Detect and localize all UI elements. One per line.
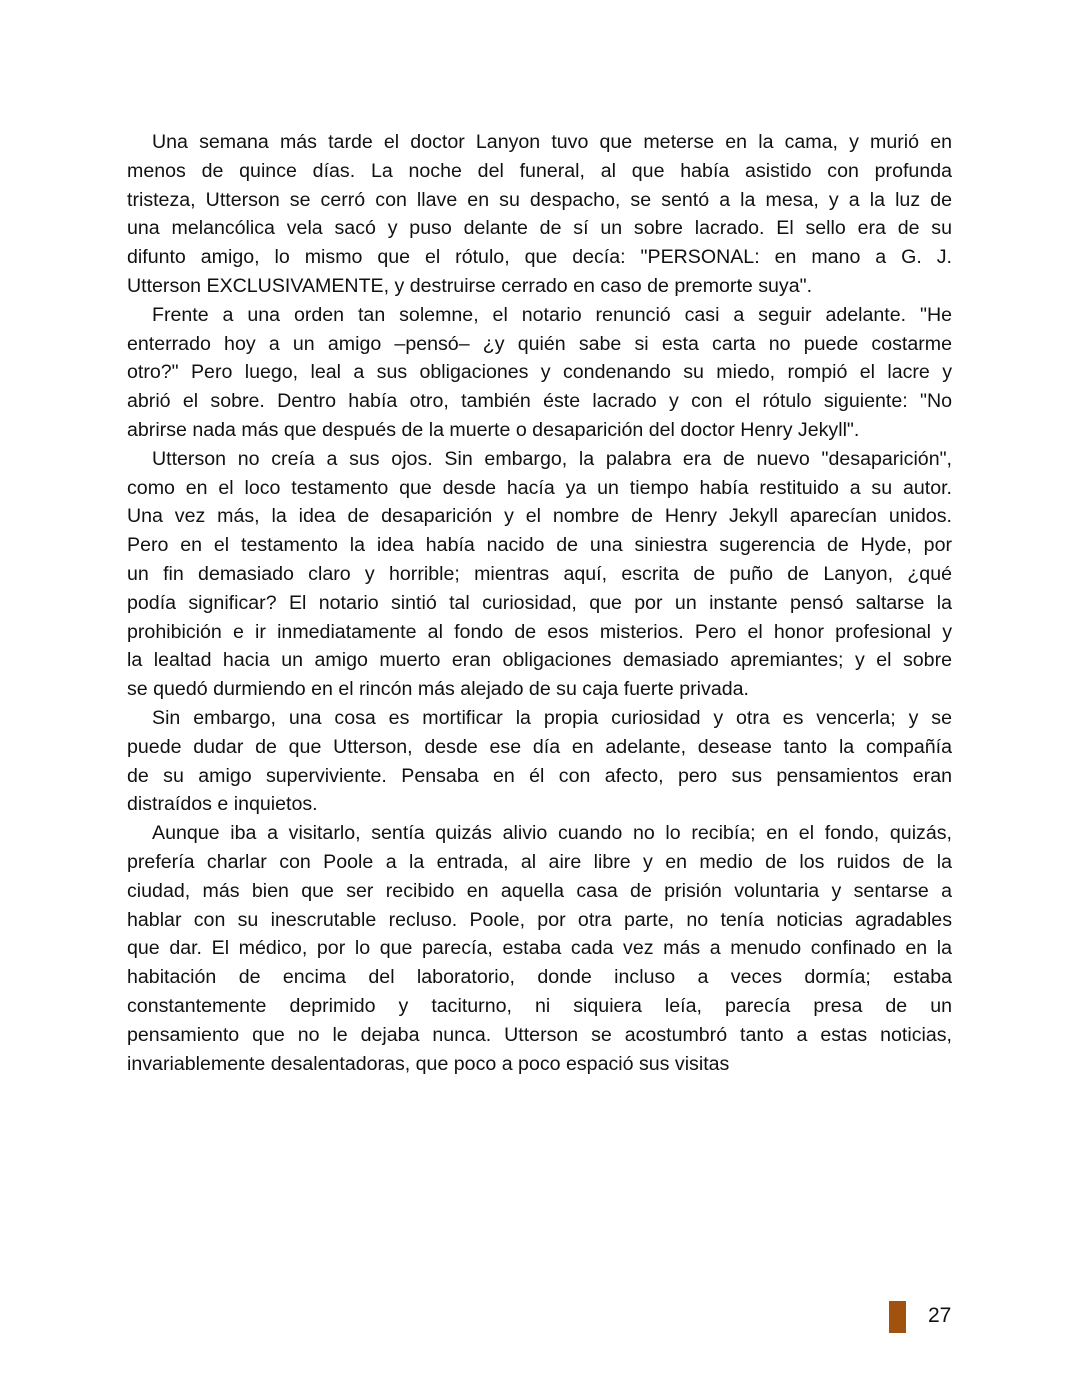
page-number: 27	[928, 1304, 952, 1327]
paragraph	[127, 301, 952, 445]
text-line: Una semana más tarde el doctor Lanyon tuvo que meterse en la cama, y murió en	[152, 131, 952, 153]
body-text	[127, 128, 952, 1078]
text-line: un fin demasiado claro y horrible; mientras aquí, escrita de puño de Lanyon, ¿qué	[127, 562, 952, 585]
text-line: Sin embargo, una cosa es mortificar la propia curiosidad y otra es vencerla; y se	[152, 706, 952, 729]
text-line: invariablemente desalentadoras, que poco a poco espació sus visitas	[127, 1052, 730, 1075]
page-marker-bar	[889, 1301, 906, 1333]
text-line: tristeza, Utterson se cerró con llave en su despacho, se sentó a la mesa, y a la luz de	[127, 188, 952, 211]
text-line: de su amigo superviviente. Pensaba en él con afecto, pero sus pensamientos eran	[127, 764, 952, 787]
text-line: constantemente deprimido y taciturno, ni siquiera leía, parecía presa de un	[127, 994, 952, 1017]
text-line: enterrado hoy a un amigo –pensó– ¿y quién sabe si esta carta no puede costarme	[127, 332, 952, 355]
text-line: Utterson EXCLUSIVAMENTE, y destruirse cerrado en caso de premorte suya".	[127, 274, 813, 297]
text-line: una melancólica vela sacó y puso delante de sí un sobre lacrado. El sello era de su	[127, 217, 952, 240]
text-line: como en el loco testamento que desde hacía ya un tiempo había restituido a su autor.	[127, 476, 952, 499]
text-line: podía significar? El notario sintió tal curiosidad, que por un instante pensó saltarse la	[127, 591, 952, 614]
text-line: pensamiento que no le dejaba nunca. Utterson se acostumbró tanto a estas noticias,	[127, 1023, 952, 1046]
text-line: otro?" Pero luego, leal a sus obligaciones y condenando su miedo, rompió el lacre y	[127, 361, 952, 384]
text-line: puede dudar de que Utterson, desde ese día en adelante, desease tanto la compañía	[127, 735, 952, 758]
text-line: se quedó durmiendo en el rincón más alejado de su caja fuerte privada.	[127, 678, 749, 701]
text-line: distraídos e inquietos.	[127, 793, 318, 816]
text-line: Aunque iba a visitarlo, sentía quizás alivio cuando no lo recibía; en el fondo, quizás,	[152, 822, 952, 845]
text-line: prefería charlar con Poole a la entrada, al aire libre y en medio de los ruidos de la	[127, 850, 952, 873]
text-line: que dar. El médico, por lo que parecía, estaba cada vez más a menudo confinado en la	[127, 937, 952, 960]
text-line: Una vez más, la idea de desaparición y el nombre de Henry Jekyll aparecían unidos.	[127, 505, 952, 528]
paragraph	[127, 128, 952, 301]
text-line: Utterson no creía a sus ojos. Sin embargo, la palabra era de nuevo "desaparición",	[152, 447, 952, 470]
text-line: abrió el sobre. Dentro había otro, también éste lacrado y con el rótulo siguiente: "No	[127, 390, 952, 413]
text-line: hablar con su inescrutable recluso. Poole, por otra parte, no tenía noticias agradables	[127, 908, 952, 931]
text-line: la lealtad hacia un amigo muerto eran obligaciones demasiado apremiantes; y el sobre	[127, 649, 952, 672]
text-line: prohibición e ir inmediatamente al fondo de esos misterios. Pero el honor profesional y	[127, 620, 952, 643]
text-line: ciudad, más bien que ser recibido en aquella casa de prisión voluntaria y sentarse a	[127, 879, 952, 902]
paragraph	[127, 704, 952, 819]
paragraph	[127, 819, 952, 1078]
text-line: difunto amigo, lo mismo que el rótulo, que decía: "PERSONAL: en mano a G. J.	[127, 246, 952, 269]
paragraph	[127, 445, 952, 704]
text-line: menos de quince días. La noche del funeral, al que había asistido con profunda	[127, 159, 952, 182]
text-line: Pero en el testamento la idea había nacido de una siniestra sugerencia de Hyde, por	[127, 534, 952, 557]
text-line: habitación de encima del laboratorio, donde incluso a veces dormía; estaba	[127, 966, 952, 989]
text-line: abrirse nada más que después de la muerte o desaparición del doctor Henry Jekyll".	[127, 418, 860, 441]
text-line: Frente a una orden tan solemne, el notario renunció casi a seguir adelante. "He	[152, 303, 952, 326]
